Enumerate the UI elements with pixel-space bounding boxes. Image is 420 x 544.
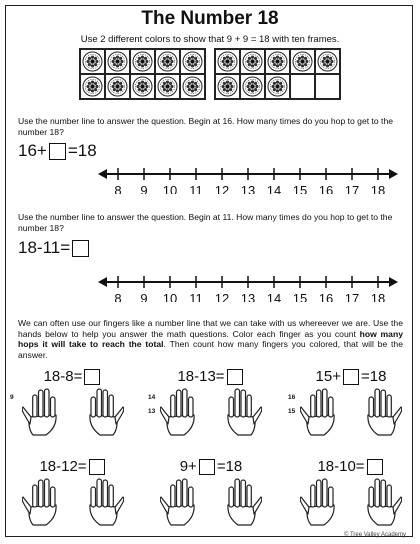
start-number: 14	[148, 394, 156, 401]
counter-icon	[182, 51, 203, 72]
ten-frame-cell[interactable]	[215, 49, 240, 74]
finger-problem	[292, 458, 410, 527]
right-hand-icon[interactable]	[218, 387, 262, 437]
tick-label: 16	[318, 183, 334, 194]
finger-problem	[10, 368, 132, 437]
tick-label: 16	[318, 291, 334, 302]
problem-equation	[14, 458, 132, 475]
tick-label: 10	[162, 291, 178, 302]
counter-icon	[267, 76, 288, 97]
ten-frame-right[interactable]	[214, 48, 341, 100]
fingers-text-a: We can often use our fingers like a number line that we can take with us whereever we are. Use the hands below to help you answer the math questions. Color each finger as you count	[18, 318, 403, 339]
hands-row	[14, 387, 132, 437]
hands-row	[292, 477, 410, 527]
problem-left: 15+	[315, 368, 341, 385]
problem-left: 18-10=	[317, 458, 365, 475]
problem-equation	[292, 458, 410, 475]
counter-icon	[107, 76, 128, 97]
ten-frame-cell[interactable]	[315, 74, 340, 99]
tick-label: 18	[370, 183, 386, 194]
ten-frame-cell[interactable]	[155, 49, 180, 74]
equation-1	[18, 141, 97, 161]
problem-equation	[14, 368, 132, 385]
left-hand-icon[interactable]	[22, 477, 66, 527]
counter-icon	[292, 51, 313, 72]
counter-icon	[157, 51, 178, 72]
arrow-left-icon	[98, 277, 107, 287]
number-line-1	[98, 164, 398, 194]
start-number: 9	[10, 394, 14, 401]
tick-label: 8	[114, 291, 122, 302]
ten-frame-cell[interactable]	[315, 49, 340, 74]
ten-frame-cell[interactable]	[290, 74, 315, 99]
tick-label: 18	[370, 291, 386, 302]
answer-box[interactable]	[89, 459, 105, 475]
ten-frame-cell[interactable]	[130, 49, 155, 74]
equation-1-right: =18	[67, 141, 97, 160]
ten-frame-cell[interactable]	[265, 74, 290, 99]
number-line-instruction-2: Use the number line to answer the question. Begin at 11. How many times do you hop to get to the number 18?	[18, 212, 393, 233]
tick-label: 8	[114, 183, 122, 194]
fingers-text-b: . Then count how many fingers you colored, that will be the answer.	[18, 339, 403, 360]
tick-label: 15	[292, 291, 308, 302]
tick-label: 11	[189, 183, 203, 194]
counter-icon	[182, 76, 203, 97]
tick-label: 13	[240, 291, 256, 302]
fingers-instruction	[18, 318, 403, 360]
tick-label: 14	[266, 183, 282, 194]
counter-icon	[242, 51, 263, 72]
ten-frame-cell[interactable]	[290, 49, 315, 74]
equation-2-left: 18-11=	[18, 238, 71, 257]
tick-label: 17	[344, 183, 360, 194]
counter-icon	[157, 76, 178, 97]
start-number-2: 13	[148, 408, 156, 415]
tick-label: 14	[266, 291, 282, 302]
counter-icon	[217, 76, 238, 97]
ten-frame-cell[interactable]	[80, 49, 105, 74]
tick-label: 13	[240, 183, 256, 194]
answer-box-1[interactable]	[49, 143, 66, 160]
ten-frame-cell[interactable]	[155, 74, 180, 99]
ten-frame-cell[interactable]	[240, 49, 265, 74]
number-line-2	[98, 272, 398, 302]
hands-row	[152, 387, 270, 437]
tick-label: 17	[344, 291, 360, 302]
counter-icon	[107, 51, 128, 72]
start-number: 16	[288, 394, 296, 401]
ten-frame-instruction: Use 2 different colors to show that 9 + 9 = 18 with ten frames.	[80, 34, 340, 45]
counter-icon	[317, 51, 338, 72]
counter-icon	[242, 76, 263, 97]
ten-frame-cell[interactable]	[80, 74, 105, 99]
footer-credit: © Tree Valley Academy	[343, 532, 406, 538]
right-hand-icon[interactable]	[218, 477, 262, 527]
tick-label: 12	[214, 183, 230, 194]
answer-box[interactable]	[199, 459, 215, 475]
ten-frame-cell[interactable]	[180, 49, 205, 74]
answer-box[interactable]	[84, 369, 100, 385]
problem-left: 18-8=	[43, 368, 83, 385]
tick-label: 15	[292, 183, 308, 194]
problem-right: =18	[361, 368, 387, 385]
left-hand-icon[interactable]	[300, 477, 344, 527]
fingers-text-bold: how many hops it will take to reach the total	[18, 328, 403, 349]
arrow-left-icon	[98, 169, 107, 179]
equation-2	[18, 238, 91, 258]
answer-box[interactable]	[343, 369, 359, 385]
tick-label: 12	[214, 291, 230, 302]
arrow-right-icon	[389, 277, 398, 287]
finger-problem	[14, 458, 132, 527]
ten-frame-cell[interactable]	[130, 74, 155, 99]
left-hand-icon[interactable]	[22, 387, 66, 437]
counter-icon	[217, 51, 238, 72]
right-hand-icon[interactable]	[80, 477, 124, 527]
number-line-instruction-1: Use the number line to answer the question. Begin at 16. How many times do you hop to get to the number 18?	[18, 116, 394, 137]
answer-box-2[interactable]	[72, 240, 89, 257]
worksheet-title: The Number 18	[141, 8, 279, 29]
counter-icon	[82, 51, 103, 72]
tick-label: 11	[189, 291, 203, 302]
problem-equation	[292, 368, 410, 385]
counter-icon	[132, 76, 153, 97]
problem-equation	[152, 458, 270, 475]
ten-frame-left[interactable]	[79, 48, 206, 100]
left-hand-icon[interactable]	[160, 387, 204, 437]
finger-problem	[148, 368, 270, 437]
counter-icon	[132, 51, 153, 72]
ten-frame-cell[interactable]	[180, 74, 205, 99]
finger-problem	[152, 458, 270, 527]
left-hand-icon[interactable]	[160, 477, 204, 527]
tick-label: 9	[140, 291, 148, 302]
right-hand-icon[interactable]	[358, 477, 402, 527]
ten-frame-cell[interactable]	[240, 74, 265, 99]
problem-equation	[152, 368, 270, 385]
counter-icon	[82, 76, 103, 97]
hands-row	[152, 477, 270, 527]
left-hand-icon[interactable]	[300, 387, 344, 437]
hands-row	[292, 387, 410, 437]
finger-problem	[288, 368, 410, 437]
tick-label: 9	[140, 183, 148, 194]
ten-frame-cell[interactable]	[265, 49, 290, 74]
problem-left: 18-13=	[177, 368, 225, 385]
start-number-2: 15	[288, 408, 296, 415]
equation-1-left: 16+	[18, 141, 47, 160]
counter-icon	[267, 51, 288, 72]
problem-left: 18-12=	[39, 458, 87, 475]
ten-frame-cell[interactable]	[215, 74, 240, 99]
problem-left: 9+	[179, 458, 197, 475]
right-hand-icon[interactable]	[80, 387, 124, 437]
tick-label: 10	[162, 183, 178, 194]
answer-box[interactable]	[227, 369, 243, 385]
right-hand-icon[interactable]	[358, 387, 402, 437]
hands-row	[14, 477, 132, 527]
ten-frame-cell[interactable]	[105, 74, 130, 99]
arrow-right-icon	[389, 169, 398, 179]
answer-box[interactable]	[367, 459, 383, 475]
ten-frame-cell[interactable]	[105, 49, 130, 74]
problem-right: =18	[216, 458, 243, 475]
